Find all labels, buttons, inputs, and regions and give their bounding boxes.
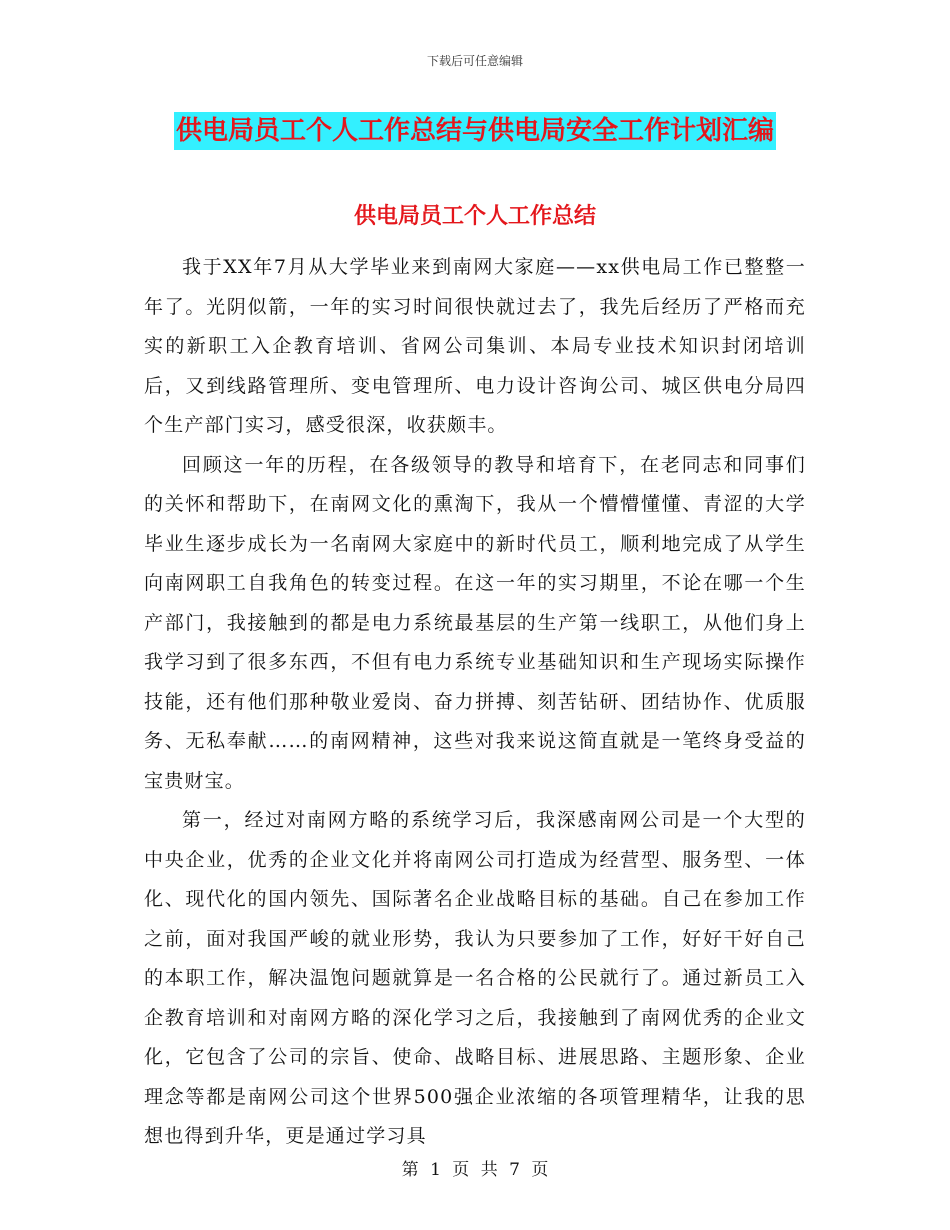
paragraph: 第一，经过对南网方略的系统学习后，我深感南网公司是一个大型的中央企业，优秀的企业文化并将南网公司打造成为经营型、服务型、一体化、现代化的国内领先、国际著名企业战略目标的基础。自己在参加工作之前，面对我国严峻的就业形势，我认为只要参加了工作，好好干好自己的本职工作，解决温饱问题就算是一名合格的公民就行了。通过新员工入企教育培训和对南网方略的深化学习之后，我接触到了南网优秀的企业文化，它包含了公司的宗旨、使命、战略目标、进展思路、主题形象、企业理念等都是南网公司这个世界500强企业浓缩的各项管理精华，让我的思想也得到升华，更是通过学习具	[144, 809, 806, 1147]
header-note: 下载后可任意编辑	[426, 54, 523, 68]
paragraph: 我于XX年7月从大学毕业来到南网大家庭——xx供电局工作已整整一年了。光阴似箭，一年的实习时间很快就过去了，我先后经历了严格而充实的新职工入企教育培训、省网公司集训、本局专业技术知识封闭培训后，又到线路管理所、变电管理所、电力设计咨询公司、城区供电分局四个生产部门实习，感受很深，收获颇丰。	[144, 256, 806, 436]
document-title-text: 供电局员工个人工作总结与供电局安全工作计划汇编	[174, 112, 776, 150]
section-title: 供电局员工个人工作总结	[353, 204, 596, 229]
document-title	[0, 110, 950, 147]
document-body	[144, 248, 806, 1157]
page-footer: 第 1 页 共 7 页	[401, 1160, 549, 1180]
paragraph: 回顾这一年的历程，在各级领导的教导和培育下，在老同志和同事们的关怀和帮助下，在南网文化的熏淘下，我从一个懵懵懂懂、青涩的大学毕业生逐步成长为一名南网大家庭中的新时代员工，顺利地完成了从学生向南网职工自我角色的转变过程。在这一年的实习期里，不论在哪一个生产部门，我接触到的都是电力系统最基层的生产第一线职工，从他们身上我学习到了很多东西，不但有电力系统专业基础知识和生产现场实际操作技能，还有他们那种敬业爱岗、奋力拼搏、刻苦钻研、团结协作、优质服务、无私奉献……的南网精神，这些对我来说这简直就是一笔终身受益的宝贵财宝。	[144, 453, 806, 792]
